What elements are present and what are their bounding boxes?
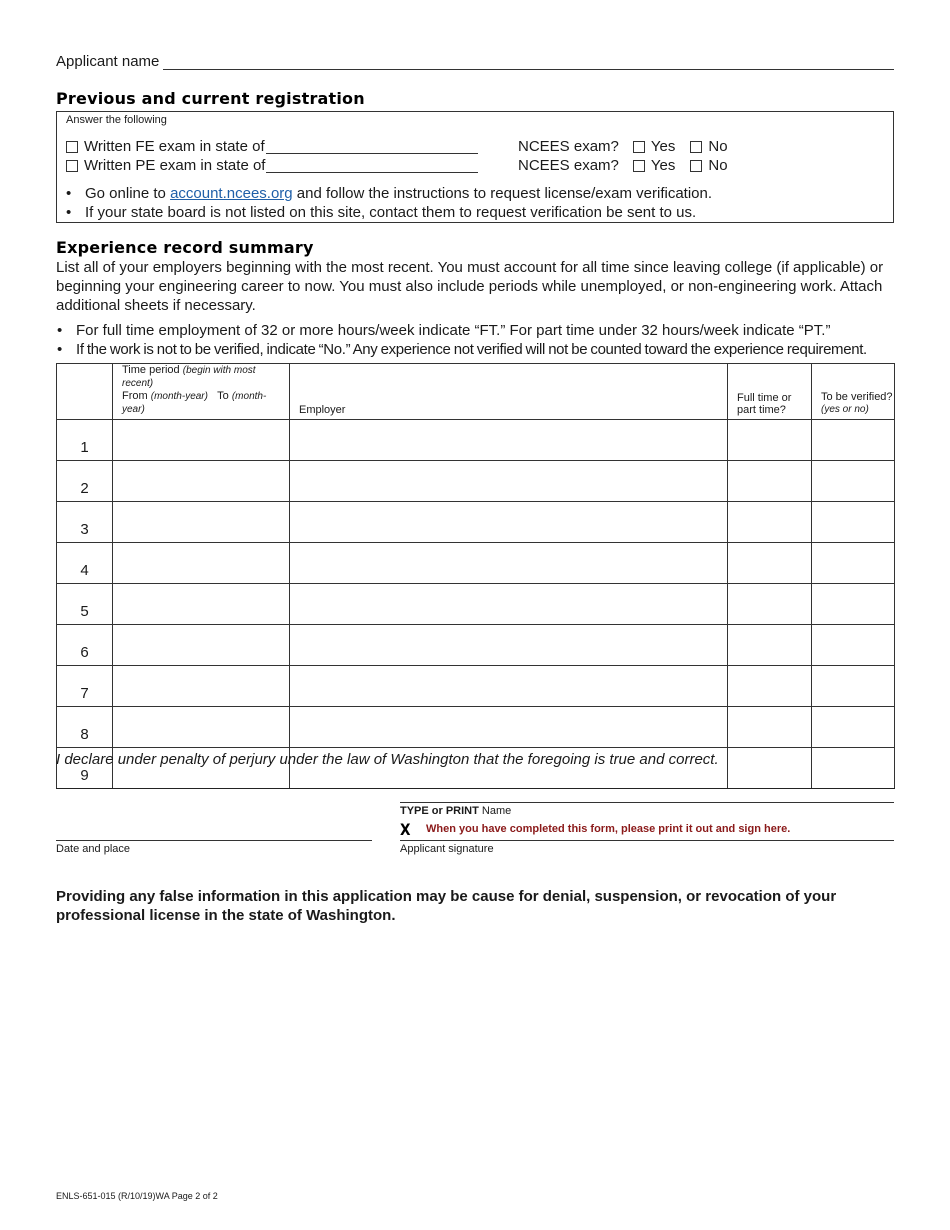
time-period-cell[interactable] [113,502,290,543]
table-row [57,666,895,707]
fulltime-cell[interactable] [728,502,812,543]
row-number: 6 [57,625,113,666]
row-number: 3 [57,502,113,543]
fe-exam-checkbox[interactable] [66,141,78,153]
bullet-dot: • [57,322,63,339]
pe-ncees-yes-label: Yes [650,157,676,174]
experience-bullet-fulltime [56,322,901,341]
fe-ncees-no-label: No [708,138,728,155]
table-row [57,543,895,584]
pe-exam-label: Written PE exam in state of [84,157,266,174]
time-period-cell[interactable] [113,666,290,707]
fulltime-cell[interactable] [728,666,812,707]
sign-here-x-icon: X [400,820,411,839]
experience-bullet-fulltime-text: For full time employment of 32 or more hours/week indicate “FT.” For part time under 32 hours/week indicate “PT.” [76,322,831,339]
row-number: 7 [57,666,113,707]
form-footer: ENLS-651-015 (R/10/19)WA Page 2 of 2 [56,1191,218,1201]
employer-cell[interactable] [290,625,728,666]
fe-ncees-no-option[interactable] [690,138,727,155]
verify-cell[interactable] [812,420,895,461]
fe-ncees-yes-checkbox[interactable] [633,141,645,153]
print-name-label-bold: TYPE or PRINT [400,805,479,817]
fulltime-cell[interactable] [728,707,812,748]
bullet-dot: • [66,185,72,202]
header-time-from: From [122,390,151,402]
fe-exam-row [66,138,478,155]
applicant-name-field[interactable] [163,55,894,70]
pe-exam-row [66,157,478,174]
fulltime-cell[interactable] [728,543,812,584]
employer-cell[interactable] [290,502,728,543]
pe-ncees-question: NCEES exam? [518,157,619,174]
verify-cell[interactable] [812,502,895,543]
header-fulltime [728,364,812,420]
pe-ncees-no-label: No [708,157,728,174]
experience-bullet-verify [56,341,901,360]
pe-ncees-yes-checkbox[interactable] [633,160,645,172]
header-time-to-note: (month-year) [122,391,267,415]
experience-intro: List all of your employers beginning with the most recent. You must account for all time since leaving college (if applicable) or beginning your engineering career to now. You must also include periods while unemployed, or non-engineering work. Attach additional sheets if necessary. [56,259,884,314]
fe-ncees-question: NCEES exam? [518,138,619,155]
header-number [57,364,113,420]
time-period-cell[interactable] [113,584,290,625]
time-period-cell[interactable] [113,625,290,666]
print-name-label [400,805,511,817]
time-period-cell[interactable] [113,543,290,584]
applicant-name-row [56,53,894,70]
perjury-declaration: I declare under penalty of perjury under the law of Washington that the foregoing is true and correct. [56,751,719,768]
row-number: 1 [57,420,113,461]
verify-cell[interactable] [812,584,895,625]
applicant-name-label: Applicant name [56,53,160,70]
header-fulltime-line1: Full time or [737,392,792,404]
experience-heading: Experience record summary [56,238,314,257]
header-fulltime-line2: part time? [737,404,786,416]
fulltime-cell[interactable] [728,584,812,625]
employer-cell[interactable] [290,584,728,625]
verify-cell[interactable] [812,543,895,584]
header-time-period [113,364,290,420]
fe-exam-label: Written FE exam in state of [84,138,265,155]
registration-hint: Answer the following [66,114,167,126]
employer-cell[interactable] [290,707,728,748]
registration-box [56,111,894,223]
table-row [57,625,895,666]
header-verify-line2: (yes or no) [821,404,869,415]
row-number: 2 [57,461,113,502]
signature-area [56,802,894,862]
fulltime-cell[interactable] [728,748,812,789]
bullet-dot: • [57,341,63,358]
fe-ncees-no-checkbox[interactable] [690,141,702,153]
pe-ncees-yes-option[interactable] [633,157,675,174]
employer-cell[interactable] [290,666,728,707]
header-verify-line1: To be verified? [821,391,893,403]
header-employer-label: Employer [299,404,346,416]
verify-cell[interactable] [812,707,895,748]
pe-exam-checkbox[interactable] [66,160,78,172]
experience-table [56,363,895,789]
verify-cell[interactable] [812,748,895,789]
fe-ncees-row [518,138,743,155]
bullet-dot: • [66,204,72,221]
ncees-account-link[interactable]: account.ncees.org [170,185,293,202]
pe-ncees-no-checkbox[interactable] [690,160,702,172]
pe-ncees-no-option[interactable] [690,157,727,174]
verify-cell[interactable] [812,666,895,707]
registration-heading: Previous and current registration [56,89,365,108]
registration-bullet-online-pre: Go online to [85,185,171,202]
print-name-field[interactable] [400,802,894,803]
date-place-label: Date and place [56,843,130,855]
fe-exam-state-field[interactable] [266,139,478,154]
registration-bullet-online-post: and follow the instructions to request license/exam verification. [292,185,713,202]
table-row [57,584,895,625]
registration-bullet-state-board [66,204,712,223]
employer-cell[interactable] [290,420,728,461]
applicant-signature-field[interactable] [400,840,894,841]
print-name-label-rest: Name [478,805,512,817]
table-row [57,461,895,502]
header-verify [812,364,895,420]
fe-ncees-yes-label: Yes [650,138,676,155]
table-header-row [57,364,895,420]
header-time-title-note: (begin with most recent) [122,365,256,389]
row-number: 4 [57,543,113,584]
fulltime-cell[interactable] [728,461,812,502]
header-time-to: To [217,390,232,402]
registration-bullet-state-board-text: If your state board is not listed on this site, contact them to request verification be sent to us. [85,204,697,221]
registration-bullets [66,185,712,223]
registration-bullet-online-text [85,185,712,202]
table-row [57,420,895,461]
fulltime-cell[interactable] [728,625,812,666]
header-time-title: Time period [122,364,183,376]
experience-bullets [56,322,901,360]
time-period-cell[interactable] [113,707,290,748]
verify-cell[interactable] [812,625,895,666]
date-place-field[interactable] [56,840,372,841]
row-number: 9 [57,748,113,789]
experience-bullet-verify-text: If the work is not to be verified, indicate “No.” Any experience not verified will not be counted toward the experience requirement. [76,341,867,358]
fe-ncees-yes-option[interactable] [633,138,675,155]
header-time-from-note: (month-year) [150,391,208,402]
registration-bullet-online [66,185,712,204]
table-row [57,707,895,748]
verify-cell[interactable] [812,461,895,502]
employer-cell[interactable] [290,461,728,502]
time-period-cell[interactable] [113,461,290,502]
fulltime-cell[interactable] [728,420,812,461]
applicant-signature-label: Applicant signature [400,843,494,855]
employer-cell[interactable] [290,543,728,584]
row-number: 5 [57,584,113,625]
header-employer [290,364,728,420]
pe-exam-state-field[interactable] [266,158,478,173]
table-row [57,502,895,543]
pe-ncees-row [518,157,743,174]
row-number: 8 [57,707,113,748]
time-period-cell[interactable] [113,420,290,461]
false-information-warning: Providing any false information in this application may be cause for denial, suspension, or revocation of your professional license in the state of Washington. [56,888,837,924]
sign-here-note: When you have completed this form, please print it out and sign here. [426,823,791,835]
